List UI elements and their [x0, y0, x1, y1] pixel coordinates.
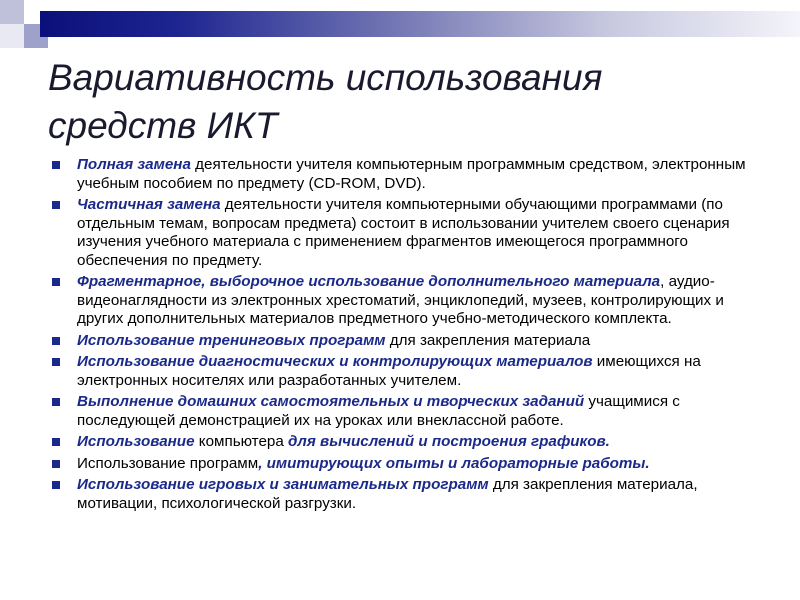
highlight-text: для вычислений и построения графиков. — [288, 433, 610, 450]
square-bullet-icon — [52, 460, 60, 468]
item-text: деятельности учителя компьютерными обучающими программами (по отдельным темам, вопросам предмета) состоит в использовании учителем своего сценария изучения учебного материала с применением фрагментов имеющегося программного обеспечения по предмету. — [77, 196, 730, 269]
highlight-text: Фрагментарное, выборочное использование дополнительного материала — [77, 273, 661, 290]
list-item — [50, 476, 770, 513]
list-item — [50, 353, 770, 390]
slide-title — [48, 54, 768, 150]
title-line-2: средств ИКТ — [48, 105, 278, 146]
list-item — [50, 393, 770, 430]
item-text: имеющихся на электронных носителях или разработанных учителем. — [77, 353, 701, 389]
square-bullet-icon — [52, 398, 60, 406]
bullet-list — [50, 156, 770, 516]
square-bullet-icon — [52, 161, 60, 169]
square-bullet-icon — [52, 481, 60, 489]
list-item — [50, 273, 770, 329]
item-text: для закрепления материала, мотивации, психологической разгрузки. — [77, 476, 698, 512]
header-decoration — [0, 0, 800, 60]
square-bullet-icon — [52, 438, 60, 446]
list-item — [50, 455, 770, 474]
square-bullet-icon — [52, 201, 60, 209]
item-text: деятельности учителя компьютерным программным средством, электронным учебным пособием по предмету (CD-ROM, DVD). — [77, 156, 746, 192]
highlight-text: Использование — [77, 433, 195, 450]
highlight-text: Использование игровых и занимательных программ — [77, 476, 489, 493]
decor-square — [0, 24, 24, 48]
square-bullet-icon — [52, 278, 60, 286]
list-item — [50, 433, 770, 452]
item-text: учащимися с последующей демонстрацией их на уроках или внеклассной работе. — [77, 393, 680, 429]
highlight-text: Полная замена — [77, 156, 191, 173]
highlight-text: , имитирующих опыты и лабораторные работы. — [258, 454, 650, 472]
list-item — [50, 156, 770, 193]
square-bullet-icon — [52, 337, 60, 345]
item-text: компьютера — [194, 433, 289, 450]
highlight-text: Выполнение домашних самостоятельных и творческих заданий — [77, 393, 585, 410]
item-text: , аудио-видеонаглядности из электронных хрестоматий, энциклопедий, музеев, контролирующих и других дополнительных материалов предметного учебно-методического комплекта. — [77, 273, 724, 327]
list-item — [50, 196, 770, 270]
item-text: для закрепления материала — [385, 331, 591, 349]
highlight-text: Использование диагностических и контролирующих материалов — [77, 353, 593, 370]
header-gradient-bar — [40, 11, 800, 37]
highlight-text: Частичная замена — [77, 196, 221, 213]
title-line-1: Вариативность использования — [48, 57, 603, 98]
highlight-text: Использование тренинговых программ — [77, 331, 386, 349]
decor-square — [0, 0, 24, 24]
list-item — [50, 332, 770, 351]
square-bullet-icon — [52, 358, 60, 366]
item-text: Использование программ — [77, 454, 259, 472]
